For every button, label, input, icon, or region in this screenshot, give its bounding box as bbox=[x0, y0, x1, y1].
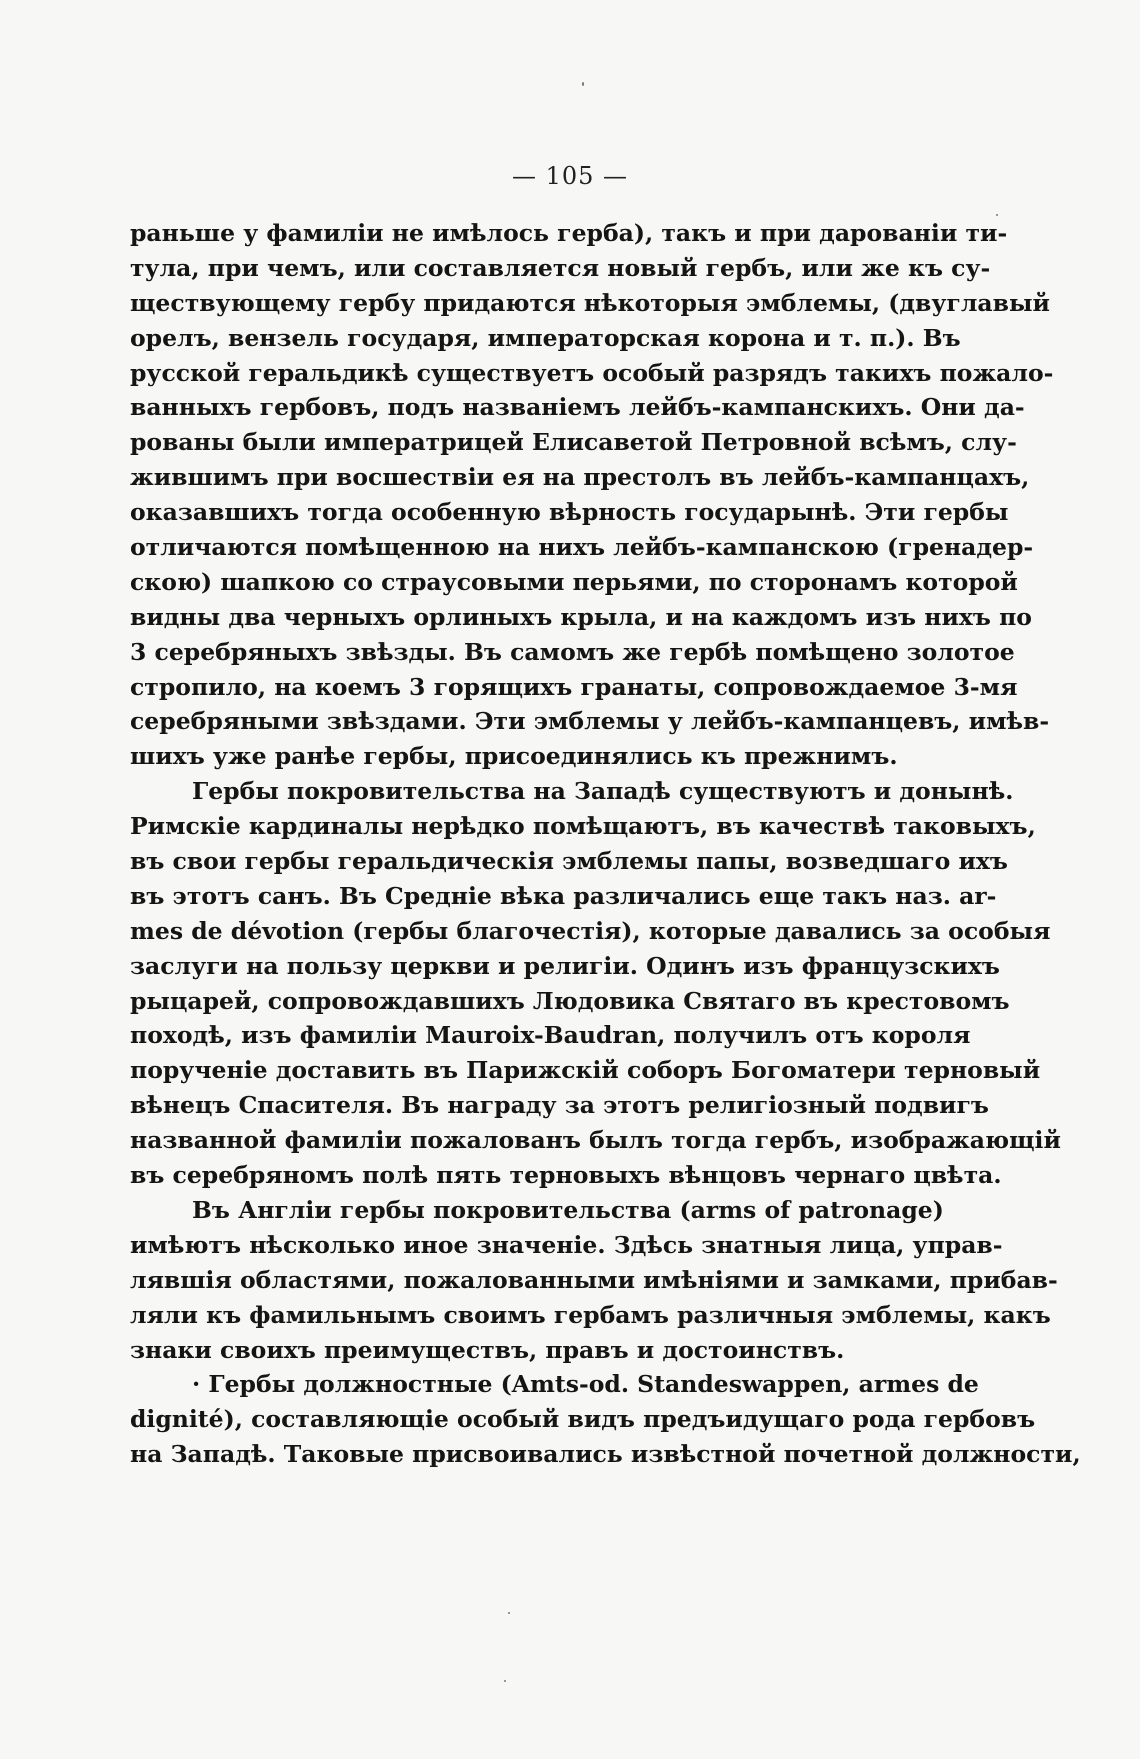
text-line: ществующему гербу придаются нѣкоторыя эмблемы, (двуглавый bbox=[130, 288, 1050, 317]
text-line: походѣ, изъ фамиліи Mauroix-Baudran, получилъ отъ короля bbox=[130, 1021, 971, 1050]
paper-speck bbox=[508, 1612, 510, 1614]
text-line: 3 серебряныхъ звѣзды. Въ самомъ же гербѣ помѣщено золотое bbox=[130, 637, 1015, 666]
text-line: Римскіе кардиналы нерѣдко помѣщаютъ, въ качествѣ таковыхъ, bbox=[130, 812, 1036, 841]
text-line: Гербы покровительства на Западѣ существуютъ и донынѣ. bbox=[192, 777, 1014, 806]
text-line: знаки своихъ преимуществъ, правъ и достоинствъ. bbox=[130, 1335, 845, 1364]
text-line: стропило, на коемъ 3 горящихъ гранаты, сопровождаемое 3-мя bbox=[130, 672, 1018, 701]
text-line: · Гербы должностные (Amts-od. Standeswappen, armes de bbox=[192, 1370, 979, 1399]
text-line: орелъ, вензель государя, императорская корона и т. п.). Въ bbox=[130, 323, 961, 352]
text-line: русской геральдикѣ существуетъ особый разрядъ такихъ пожало- bbox=[130, 358, 1054, 387]
text-line: раньше у фамиліи не имѣлось герба), такъ и при дарованіи ти- bbox=[130, 219, 1008, 247]
text-line: dignité), составляющіе особый видъ предъидущаго рода гербовъ bbox=[130, 1405, 1036, 1434]
paper-speck bbox=[582, 82, 584, 86]
text-line: на Западѣ. Таковые присвоивались извѣстной почетной должности, bbox=[130, 1440, 1081, 1469]
text-line: порученіе доставить въ Парижскій соборъ Богоматери терновый bbox=[130, 1056, 1041, 1085]
text-line: ванныхъ гербовъ, подъ названіемъ лейбъ-кампанскихъ. Они да- bbox=[130, 393, 1025, 422]
text-line: рыцарей, сопровождавшихъ Людовика Святаго въ крестовомъ bbox=[130, 986, 1010, 1015]
paper-speck bbox=[996, 214, 998, 216]
text-line: серебряными звѣздами. Эти эмблемы у лейбъ-кампанцевъ, имѣв- bbox=[130, 707, 1050, 736]
text-line: въ свои гербы геральдическія эмблемы папы, возведшаго ихъ bbox=[130, 847, 1008, 876]
text-line: скою) шапкою со страусовыми перьями, по сторонамъ которой bbox=[130, 567, 1018, 596]
text-line: видны два черныхъ орлиныхъ крыла, и на каждомъ изъ нихъ по bbox=[130, 602, 1032, 631]
text-line: тула, при чемъ, или составляется новый гербъ, или же къ су- bbox=[130, 253, 991, 282]
text-line: ляли къ фамильнымъ своимъ гербамъ различныя эмблемы, какъ bbox=[130, 1300, 1051, 1329]
text-line: оказавшихъ тогда особенную вѣрность государынѣ. Эти гербы bbox=[130, 498, 1009, 527]
text-line: шихъ уже ранѣе гербы, присоединялись къ прежнимъ. bbox=[130, 742, 898, 771]
text-line: въ серебряномъ полѣ пять терновыхъ вѣнцовъ чернаго цвѣта. bbox=[130, 1161, 1002, 1190]
text-line: рованы были императрицей Елисаветой Петровной всѣмъ, слу- bbox=[130, 428, 1017, 457]
text-line: имѣютъ нѣсколько иное значеніе. Здѣсь знатныя лица, управ- bbox=[130, 1230, 1003, 1259]
text-line: жившимъ при восшествіи ея на престолъ въ лейбъ-кампанцахъ, bbox=[130, 463, 1030, 492]
paper-speck bbox=[504, 1680, 506, 1682]
text-line: въ этотъ санъ. Въ Средніе вѣка различались еще такъ наз. ar- bbox=[130, 881, 997, 910]
page-number: — 105 — bbox=[511, 162, 629, 190]
text-line: заслуги на пользу церкви и религіи. Одинъ изъ французскихъ bbox=[130, 951, 1000, 980]
text-line: mes de dévotion (гербы благочестія), которые давались за особыя bbox=[130, 916, 1051, 945]
text-line: лявшія областями, пожалованными имѣніями и замками, прибав- bbox=[130, 1265, 1058, 1294]
body-text bbox=[130, 216, 1081, 1472]
text-line: названной фамиліи пожалованъ былъ тогда гербъ, изображающій bbox=[130, 1126, 1061, 1155]
text-line: Въ Англіи гербы покровительства (arms of patronage) bbox=[192, 1195, 944, 1224]
text-line: вѣнецъ Спасителя. Въ награду за этотъ религіозный подвигъ bbox=[130, 1091, 989, 1120]
text-line: отличаются помѣщенною на нихъ лейбъ-кампанскою (гренадер- bbox=[130, 533, 1034, 562]
